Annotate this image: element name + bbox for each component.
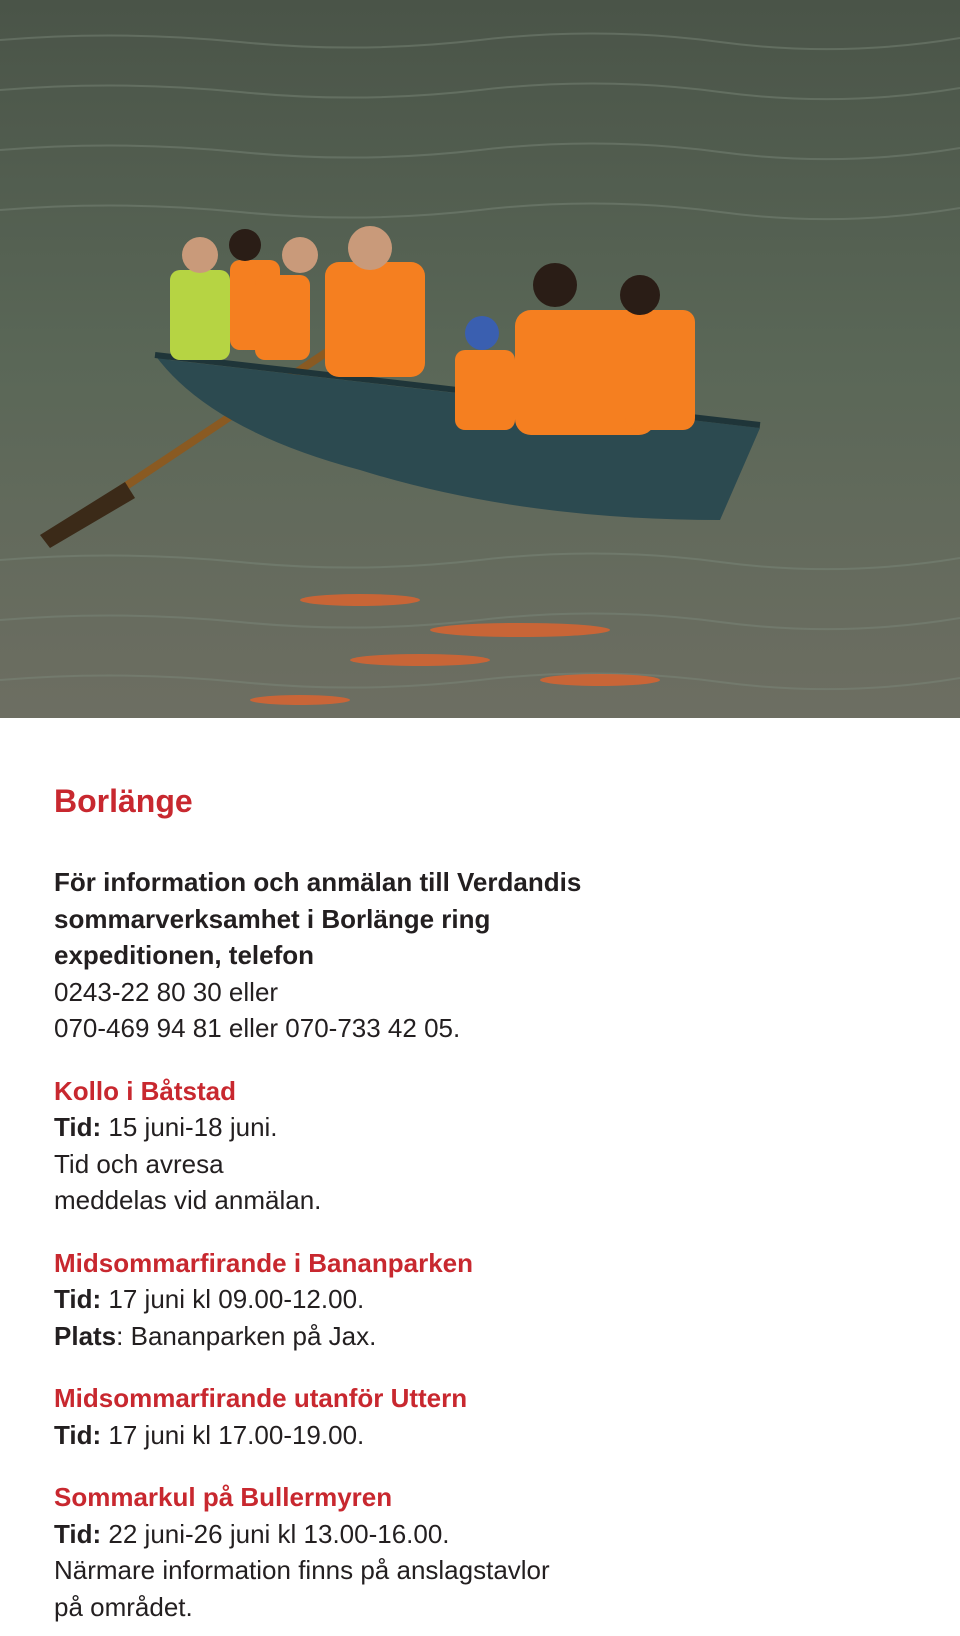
intro-line: expeditionen, telefon [54,940,315,970]
event-sommarkul [54,1479,914,1625]
event-extra: meddelas vid anmälan. [54,1185,322,1215]
event-time [54,1281,914,1318]
hero-photo [0,0,960,718]
time-label: Tid: [54,1284,102,1314]
phone-line: 0243-22 80 30 eller [54,976,279,1007]
event-time [54,1516,914,1553]
event-heading: Kollo i Båtstad [54,1075,237,1106]
event-heading: Midsommarfirande utanför Uttern [54,1383,468,1413]
event-midsommar-uttern [54,1380,914,1453]
event-extra: på området. [54,1591,193,1622]
place-value: : Bananparken på Jax. [116,1320,377,1351]
place-label: Plats [54,1320,117,1351]
time-value: 22 juni-26 juni kl 13.00-16.00. [101,1518,450,1549]
time-label: Tid: [54,1419,102,1450]
event-extra: Närmare information finns på anslagstavlor [54,1555,550,1585]
time-value: 17 juni kl 17.00-19.00. [101,1419,365,1450]
event-heading: Midsommarfirande i Bananparken [54,1247,473,1278]
photo-boat-icon [0,0,960,718]
event-time [54,1109,914,1146]
time-label: Tid: [54,1518,102,1549]
event-midsommar-bananparken [54,1245,914,1355]
intro-line: För information och anmälan till Verdandis [54,867,582,897]
event-place [54,1318,914,1355]
time-label: Tid: [54,1112,102,1142]
phone-line: 070-469 94 81 eller 070-733 42 05. [54,1013,461,1043]
page-title: Borlänge [54,783,193,819]
time-value: 17 juni kl 09.00-12.00. [101,1284,365,1314]
event-kollo [54,1073,914,1219]
event-extra: Tid och avresa [54,1148,224,1179]
content-area [54,782,914,1625]
intro-line: sommarverksamhet i Borlänge ring [54,903,491,934]
time-value: 15 juni-18 juni. [101,1112,278,1142]
event-time [54,1417,914,1454]
event-heading: Sommarkul på Bullermyren [54,1482,393,1512]
intro-text [54,864,914,1047]
